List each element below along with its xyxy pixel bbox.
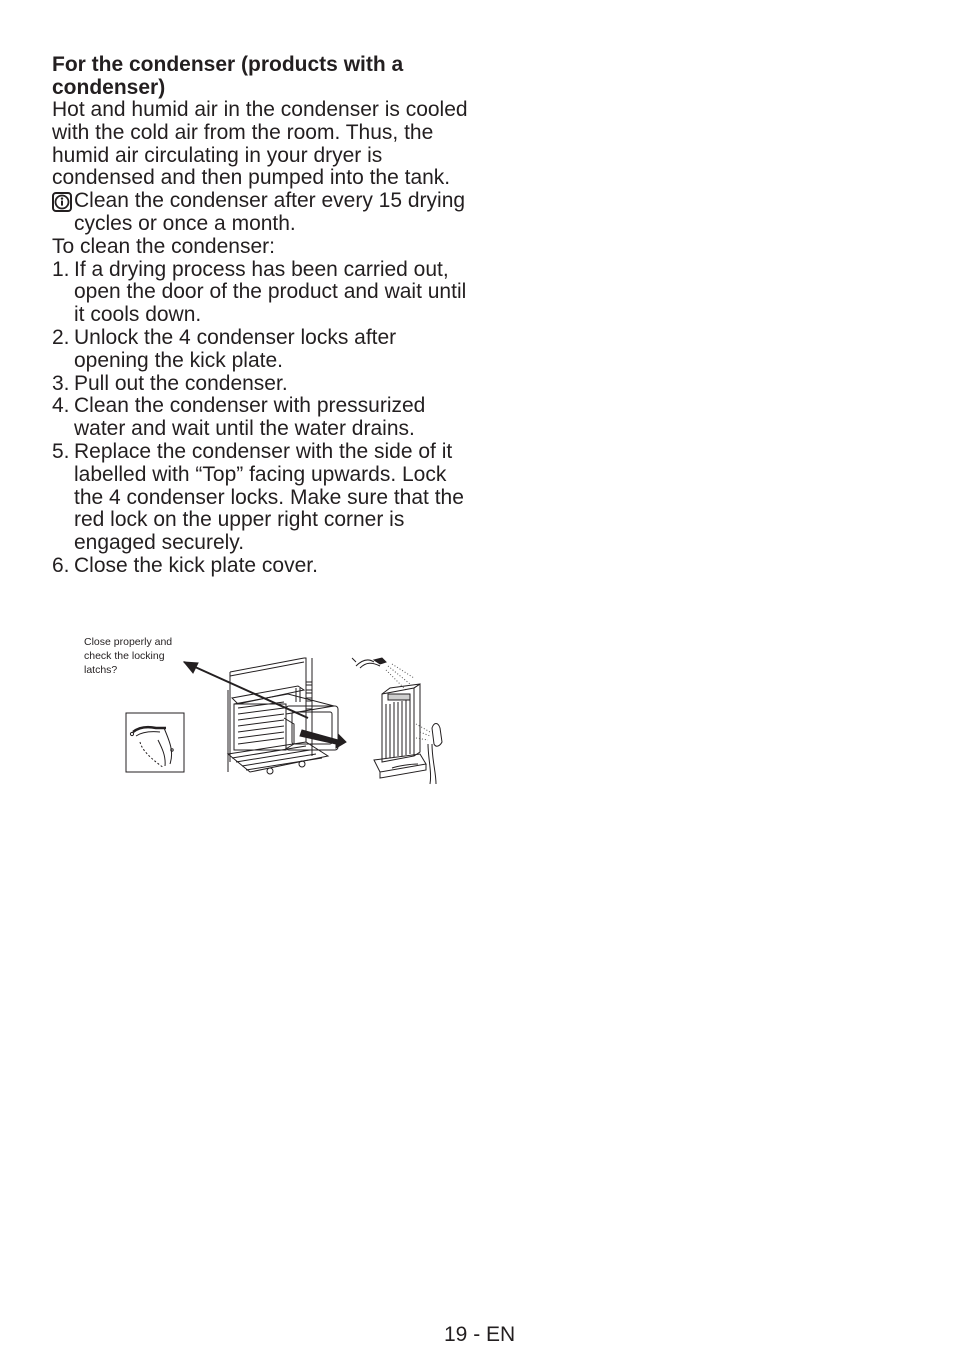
- steps-list: [52, 259, 472, 578]
- list-item: [52, 441, 472, 555]
- step-number: 1.: [52, 257, 70, 281]
- step-number: 6.: [52, 553, 70, 577]
- intro-paragraph: Hot and humid air in the condenser is cooled with the cold air from the room. Thus, the humid air circulating in your dryer is condensed and then pumped into the tank.: [52, 98, 468, 190]
- section-heading: For the condenser (products with a condenser): [52, 53, 404, 99]
- condenser-pullout-drawing: [228, 658, 346, 774]
- page-number: 19 - EN: [444, 1323, 516, 1346]
- list-item: [52, 373, 472, 396]
- steps-intro: To clean the condenser:: [52, 234, 275, 258]
- list-item: [52, 555, 472, 578]
- callout-arrow: [184, 662, 308, 718]
- step-text: Clean the condenser with pressurized water and wait until the water drains.: [74, 394, 426, 441]
- info-icon: [52, 192, 72, 212]
- step-text: Replace the condenser with the side of it labelled with “Top” facing upwards. Lock the 4 condenser locks. Make sure that the red lock on the upper right corner is engaged securely.: [74, 439, 464, 555]
- latch-detail-inset: [126, 713, 184, 772]
- info-note-text: Clean the condenser after every 15 drying cycles or once a month.: [74, 189, 466, 235]
- info-note: [52, 190, 472, 236]
- step-number: 2.: [52, 325, 70, 349]
- step-text: Pull out the condenser.: [74, 371, 288, 395]
- condenser-rinsing-drawing: [352, 658, 442, 784]
- step-number: 3.: [52, 371, 70, 395]
- list-item: [52, 395, 472, 441]
- step-text: If a drying process has been carried out, open the door of the product and wait until it cools down.: [74, 257, 467, 327]
- condenser-illustration: [80, 632, 445, 787]
- list-item: [52, 327, 472, 373]
- step-text: Unlock the 4 condenser locks after opening the kick plate.: [74, 325, 397, 372]
- condenser-cleaning-figure: [80, 632, 445, 787]
- figure-callout: Close properly and check the locking latchs?: [84, 636, 173, 676]
- condenser-section: [52, 53, 472, 578]
- list-item: [52, 259, 472, 327]
- step-number: 5.: [52, 439, 70, 463]
- step-text: Close the kick plate cover.: [74, 553, 318, 577]
- step-number: 4.: [52, 394, 70, 418]
